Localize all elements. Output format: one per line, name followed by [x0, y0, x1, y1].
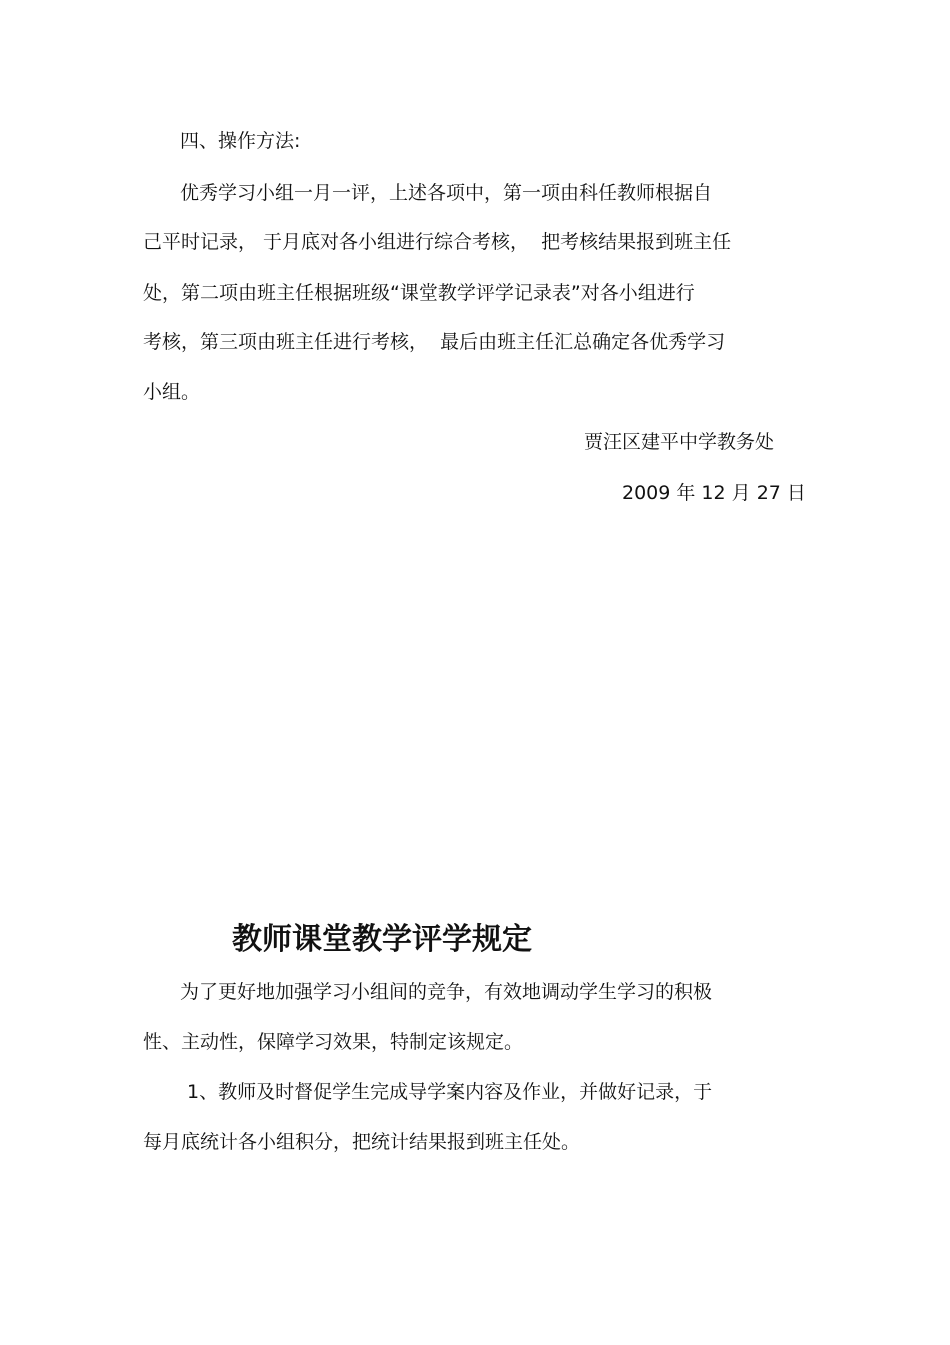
paragraph-line: 性、主动性，保障学习效果，特制定该规定。 — [143, 1031, 524, 1053]
paragraph-line: 己平时记录， 于月底对各小组进行综合考核， 把考核结果报到班主任 — [143, 231, 732, 253]
rule-item-1: 1、教师及时督促学生完成导学案内容及作业，并做好记录，于 — [187, 1081, 713, 1103]
section-heading: 四、操作方法: — [180, 130, 301, 152]
paragraph-line: 处，第二项由班主任根据班级“课堂教学评学记录表”对各小组进行 — [143, 282, 695, 304]
paragraph-line: 优秀学习小组一月一评，上述各项中，第一项由科任教师根据自 — [180, 182, 713, 204]
document-title: 教师课堂教学评学规定 — [232, 922, 532, 957]
paragraph-line: 小组。 — [143, 381, 201, 403]
signature-organization: 贾汪区建平中学教务处 — [584, 431, 775, 453]
rule-item-1-continuation: 每月底统计各小组积分，把统计结果报到班主任处。 — [143, 1131, 581, 1153]
paragraph-line: 为了更好地加强学习小组间的竞争，有效地调动学生学习的积极 — [180, 981, 713, 1003]
paragraph-line: 考核，第三项由班主任进行考核， 最后由班主任汇总确定各优秀学习 — [143, 331, 726, 353]
signature-date: 2009 年 12 月 27 日 — [622, 482, 806, 504]
